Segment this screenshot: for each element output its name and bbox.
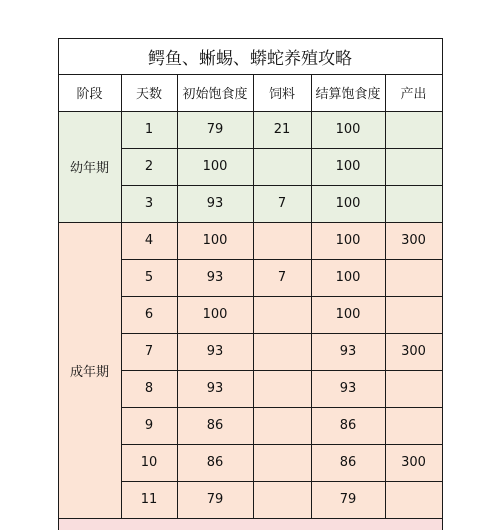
table-cell-end: 100 (311, 148, 385, 185)
table-cell-feed (253, 296, 311, 333)
table-cell-feed (253, 333, 311, 370)
grid-line (58, 38, 443, 39)
table-cell-start: 86 (177, 407, 253, 444)
table-cell-output (385, 111, 442, 148)
table-cell-end: 100 (311, 296, 385, 333)
table-cell-start: 93 (177, 370, 253, 407)
table-cell-feed: 7 (253, 185, 311, 222)
grid-line (121, 259, 443, 260)
table-cell-day: 1 (121, 111, 177, 148)
table-cell-start: 79 (177, 111, 253, 148)
table-cell-day: 2 (121, 148, 177, 185)
table-cell-output: 300 (385, 333, 442, 370)
column-header-feed: 饲料 (253, 74, 311, 111)
table-cell-feed (253, 481, 311, 518)
table-cell-start: 100 (177, 296, 253, 333)
grid-line (442, 38, 443, 530)
table-cell-end: 100 (311, 222, 385, 259)
table-cell-day: 3 (121, 185, 177, 222)
table-cell-end: 100 (311, 185, 385, 222)
table-cell-output (385, 185, 442, 222)
next-stage-row-partial (58, 518, 442, 530)
table-cell-end: 100 (311, 111, 385, 148)
table-cell-output (385, 296, 442, 333)
table-cell-day: 6 (121, 296, 177, 333)
grid-line (121, 333, 443, 334)
table-cell-start: 93 (177, 333, 253, 370)
table-cell-end: 93 (311, 333, 385, 370)
column-header-day: 天数 (121, 74, 177, 111)
grid-line (253, 74, 254, 518)
table-cell-feed (253, 444, 311, 481)
column-header-start: 初始饱食度 (177, 74, 253, 111)
table-cell-feed (253, 370, 311, 407)
table-cell-output (385, 481, 442, 518)
grid-line (121, 296, 443, 297)
grid-line (385, 74, 386, 518)
grid-line (311, 74, 312, 518)
table-cell-feed (253, 407, 311, 444)
table-cell-day: 10 (121, 444, 177, 481)
grid-line (58, 518, 443, 519)
table-cell-day: 9 (121, 407, 177, 444)
grid-line (121, 148, 443, 149)
table-cell-start: 100 (177, 148, 253, 185)
table-cell-feed: 7 (253, 259, 311, 296)
grid-line (121, 481, 443, 482)
table-cell-day: 8 (121, 370, 177, 407)
table-cell-output (385, 259, 442, 296)
grid-line (121, 444, 443, 445)
table-cell-output (385, 148, 442, 185)
grid-line (121, 370, 443, 371)
table-cell-output (385, 407, 442, 444)
table-cell-feed (253, 222, 311, 259)
table-cell-feed: 21 (253, 111, 311, 148)
column-header-stage: 阶段 (58, 74, 121, 111)
grid-line (121, 185, 443, 186)
table-cell-output: 300 (385, 222, 442, 259)
grid-line (121, 407, 443, 408)
table-cell-day: 5 (121, 259, 177, 296)
table-cell-output (385, 370, 442, 407)
column-header-end: 结算饱食度 (311, 74, 385, 111)
grid-line (121, 74, 122, 518)
table-cell-start: 79 (177, 481, 253, 518)
table-cell-feed (253, 148, 311, 185)
table-cell-start: 93 (177, 185, 253, 222)
grid-line (58, 38, 59, 530)
column-header-output: 产出 (385, 74, 442, 111)
table-cell-day: 7 (121, 333, 177, 370)
table-cell-end: 86 (311, 407, 385, 444)
table-cell-output: 300 (385, 444, 442, 481)
grid-line (177, 74, 178, 518)
table-title: 鳄鱼、蜥蜴、蟒蛇养殖攻略 (58, 38, 442, 74)
table-cell-start: 93 (177, 259, 253, 296)
table-cell-day: 11 (121, 481, 177, 518)
table-cell-end: 93 (311, 370, 385, 407)
stage-cell: 成年期 (58, 222, 121, 518)
table-cell-end: 79 (311, 481, 385, 518)
table-cell-start: 100 (177, 222, 253, 259)
stage-cell: 幼年期 (58, 111, 121, 222)
table-cell-end: 86 (311, 444, 385, 481)
table-cell-start: 86 (177, 444, 253, 481)
table-cell-end: 100 (311, 259, 385, 296)
table-cell-day: 4 (121, 222, 177, 259)
